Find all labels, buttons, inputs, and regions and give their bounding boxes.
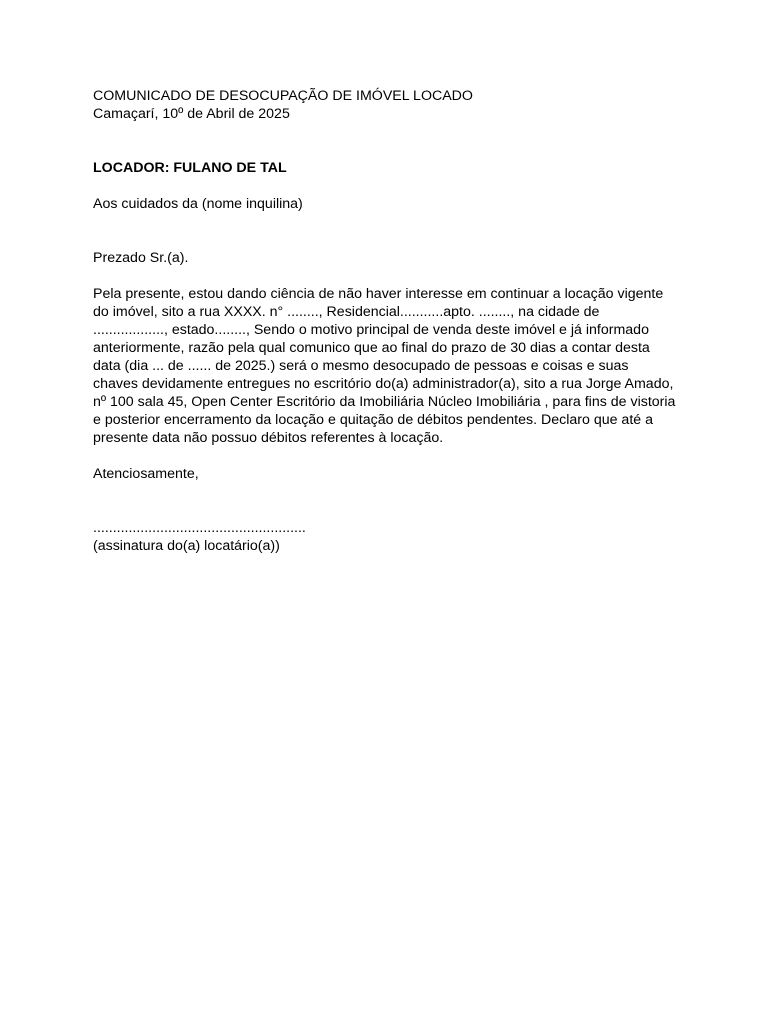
body-line: e posterior encerramento da locação e quitação de débitos pendentes. Declaro que até a bbox=[93, 412, 653, 428]
body-line: Pela presente, estou dando ciência de não haver interesse em continuar a locação vigente bbox=[93, 286, 664, 302]
locador-heading: LOCADOR: FULANO DE TAL bbox=[93, 160, 287, 176]
body-line: presente data não possuo débitos referentes à locação. bbox=[93, 430, 444, 446]
signature-line: ...................................................... bbox=[93, 520, 306, 536]
body-paragraph bbox=[93, 285, 683, 447]
greeting: Prezado Sr.(a). bbox=[93, 250, 189, 266]
body-line: data (dia ... de ...... de 2025.) será o mesmo desocupado de pessoas e coisas e suas bbox=[93, 358, 629, 374]
body-line: do imóvel, sito a rua XXXX. n° ........, Residencial...........apto. ........, na cidade de bbox=[93, 304, 600, 320]
date-line: Camaçarí, 10º de Abril de 2025 bbox=[93, 106, 290, 122]
care-of-line: Aos cuidados da (nome inquilina) bbox=[93, 196, 303, 212]
document-title: COMUNICADO DE DESOCUPAÇÃO DE IMÓVEL LOCADO bbox=[93, 88, 473, 104]
body-line: anteriormente, razão pela qual comunico que ao final do prazo de 30 dias a contar desta bbox=[93, 340, 650, 356]
document-page bbox=[93, 87, 683, 555]
body-line: nº 100 sala 45, Open Center Escritório da Imobiliária Núcleo Imobiliária , para fins de vistoria bbox=[93, 394, 676, 410]
closing: Atenciosamente, bbox=[93, 466, 199, 482]
body-line: chaves devidamente entregues no escritório do(a) administrador(a), sito a rua Jorge Amado, bbox=[93, 376, 674, 392]
body-line: .................., estado........, Sendo o motivo principal de venda deste imóvel e já informado bbox=[93, 322, 649, 338]
signature-label: (assinatura do(a) locatário(a)) bbox=[93, 538, 280, 554]
